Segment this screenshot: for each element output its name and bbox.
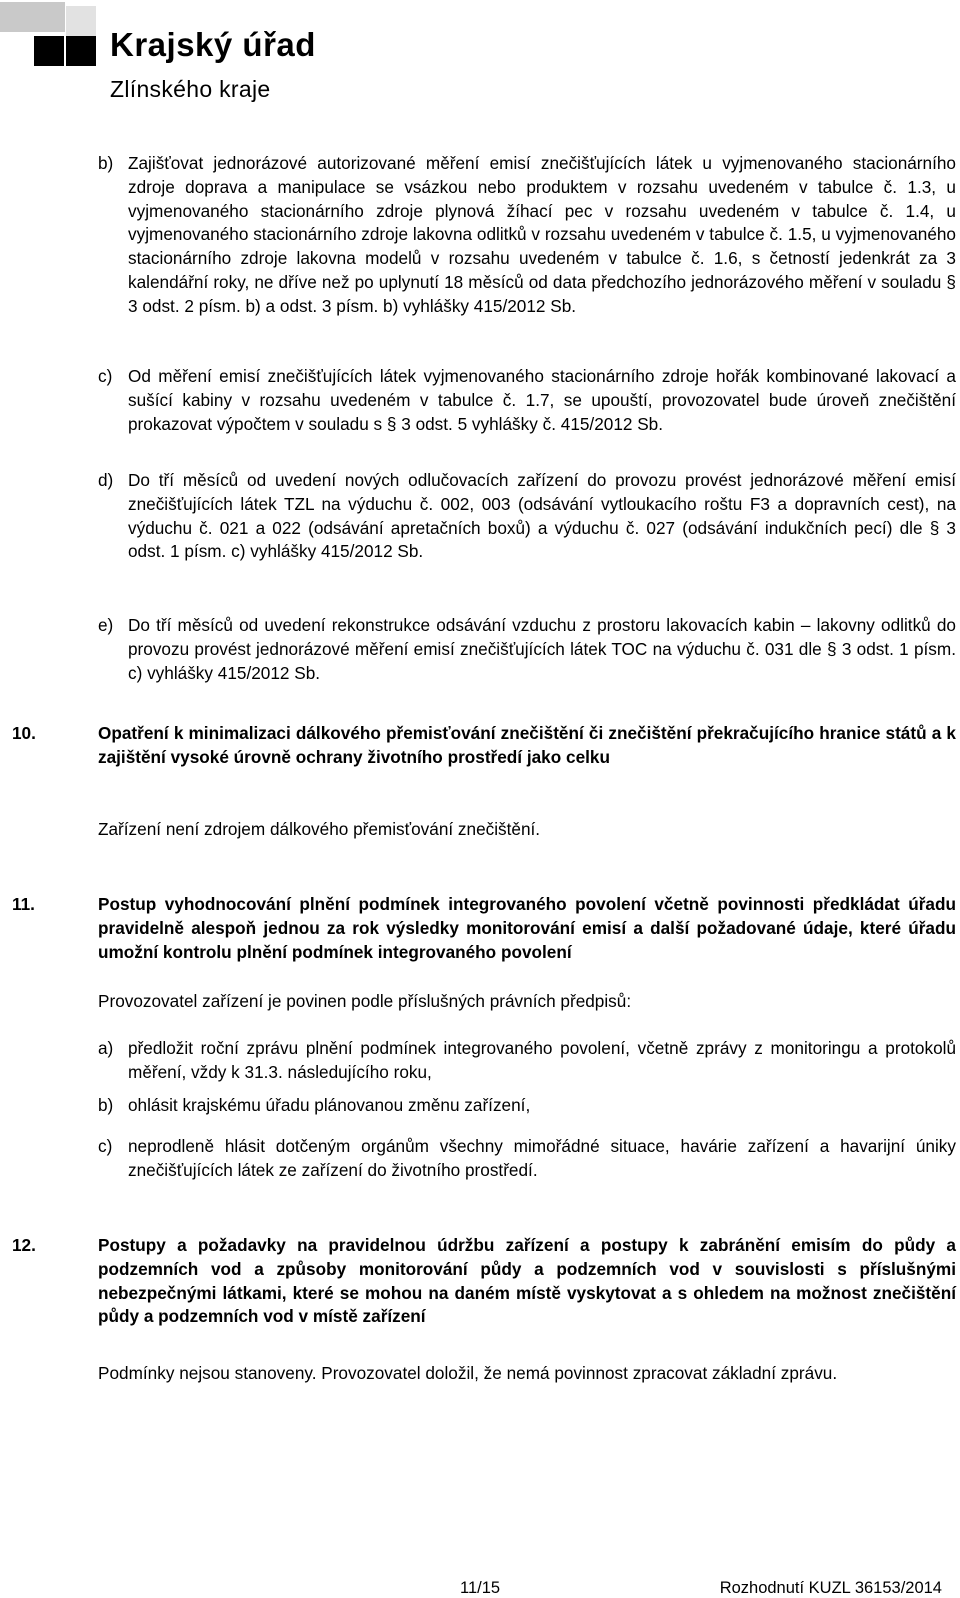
section-title: Postupy a požadavky na pravidelnou údržbu zařízení a postupy k zabránění emisím do půdy a podzemních vod a způsoby monitorování půdy a podzemních vod v souvislosti s příslušnými nebezpečnými látkami, které se mohou na daném místě vyskytovat a s ohledem na možnost znečištění půdy a podzemních vod v místě zařízení [98, 1235, 956, 1327]
section-intro: Provozovatel zařízení je povinen podle příslušných právních předpisů: [98, 991, 632, 1011]
item-label: c) [98, 366, 113, 386]
logo-square [0, 2, 65, 32]
list-item-c [98, 365, 956, 436]
logo-region: Zlínského kraje [110, 76, 271, 102]
item-label: c) [98, 1136, 113, 1156]
item-text: ohlásit krajskému úřadu plánovanou změnu zařízení, [128, 1095, 531, 1115]
item-label: b) [98, 153, 114, 173]
list-item-e [98, 614, 956, 685]
logo-square [66, 6, 96, 36]
page-number: 11/15 [460, 1579, 501, 1597]
section-title: Postup vyhodnocování plnění podmínek integrovaného povolení včetně povinnosti předkládat úřadu pravidelně alespoň jednou za rok výsledky monitorování emisí a další požadované údaje, které úřadu umožní kontrolu plnění podmínek integrovaného povolení [98, 894, 956, 962]
section-text: Zařízení není zdrojem dálkového přemisťování znečištění. [98, 819, 541, 839]
list-item-c [98, 1135, 956, 1183]
item-text: Zajišťovat jednorázové autorizované měření emisí znečišťujících látek u vyjmenovaného stacionárního zdroje doprava a manipulace se vsázkou nebo produktem v rozsahu uvedeném v tabulce č. 1.3, u vyjmenovaného stacionárního zdroje plynová žíhací pec v rozsahu uvedeném v tabulce č. 1.4, u vyjmenovaného stacionárního zdroje lakovna odlitků v rozsahu uvedeném v tabulce č. 1.5, u vyjmenovaného stacionárního zdroje lakovna modelů v rozsahu uvedeném v tabulce č. 1.6, s četností jedenkrát za 3 kalendářní roky, ne dříve než po uplynutí 18 měsíců od data předchozího jednorázového měření v souladu § 3 odst. 2 písm. b) a odst. 3 písm. b) vyhlášky 415/2012 Sb. [128, 153, 956, 316]
logo-square [34, 36, 64, 66]
item-text: Do tří měsíců od uvedení rekonstrukce odsávání vzduchu z prostoru lakovacích kabin – lakovny odlitků do provozu provést jednorázové měření emisí znečišťujících látek TOC na výduchu č. 031 dle § 3 odst. 1 písm. c) vyhlášky 415/2012 Sb. [128, 615, 956, 683]
item-text: neprodleně hlásit dotčeným orgánům všechny mimořádné situace, havárie zařízení a havarijní úniky znečišťujících látek ze zařízení do životního prostředí. [128, 1136, 956, 1180]
section-title: Opatření k minimalizaci dálkového přemisťování znečištění či znečištění překračujícího hranice států a k zajištění vysoké úrovně ochrany životního prostředí jako celku [98, 723, 956, 767]
item-label: e) [98, 615, 114, 635]
logo-name: Krajský úřad [110, 26, 316, 63]
item-label: a) [98, 1038, 114, 1058]
item-label: d) [98, 470, 114, 490]
item-text: Do tří měsíců od uvedení nových odlučovacích zařízení do provozu provést jednorázové měření emisí znečišťujících látek TZL na výduchu č. 002, 003 (odsávání vytloukacího roštu F3 a dopravních cest), na výduchu č. 021 a 022 (odsávání apretačních boxů) a výduchu č. 027 (odsávání indukčních pecí) dle § 3 odst. 1 písm. c) vyhlášky 415/2012 Sb. [128, 470, 956, 562]
section-number: 11. [12, 894, 35, 914]
list-item-b [98, 1094, 956, 1118]
krajsky-urad-logo [0, 0, 320, 110]
document-reference: Rozhodnutí KUZL 36153/2014 [719, 1579, 942, 1597]
list-item-b [98, 152, 956, 319]
section-number: 10. [12, 723, 36, 743]
logo-square [66, 36, 96, 66]
item-text: předložit roční zprávu plnění podmínek integrovaného povolení, včetně zprávy z monitoringu a protokolů měření, vždy k 31.3. následujícího roku, [128, 1038, 956, 1082]
section-number: 12. [12, 1235, 36, 1255]
item-text: Od měření emisí znečišťujících látek vyjmenovaného stacionárního zdroje hořák kombinované lakovací a sušící kabiny v rozsahu uvedeném v tabulce č. 1.7, se upouští, provozovatel bude úroveň znečištění prokazovat výpočtem v souladu s § 3 odst. 5 vyhlášky č. 415/2012 Sb. [128, 366, 956, 434]
list-item-a [98, 1037, 956, 1085]
section-text: Podmínky nejsou stanoveny. Provozovatel doložil, že nemá povinnost zpracovat základní zprávu. [98, 1363, 838, 1383]
list-item-d [98, 469, 956, 564]
item-label: b) [98, 1095, 114, 1115]
